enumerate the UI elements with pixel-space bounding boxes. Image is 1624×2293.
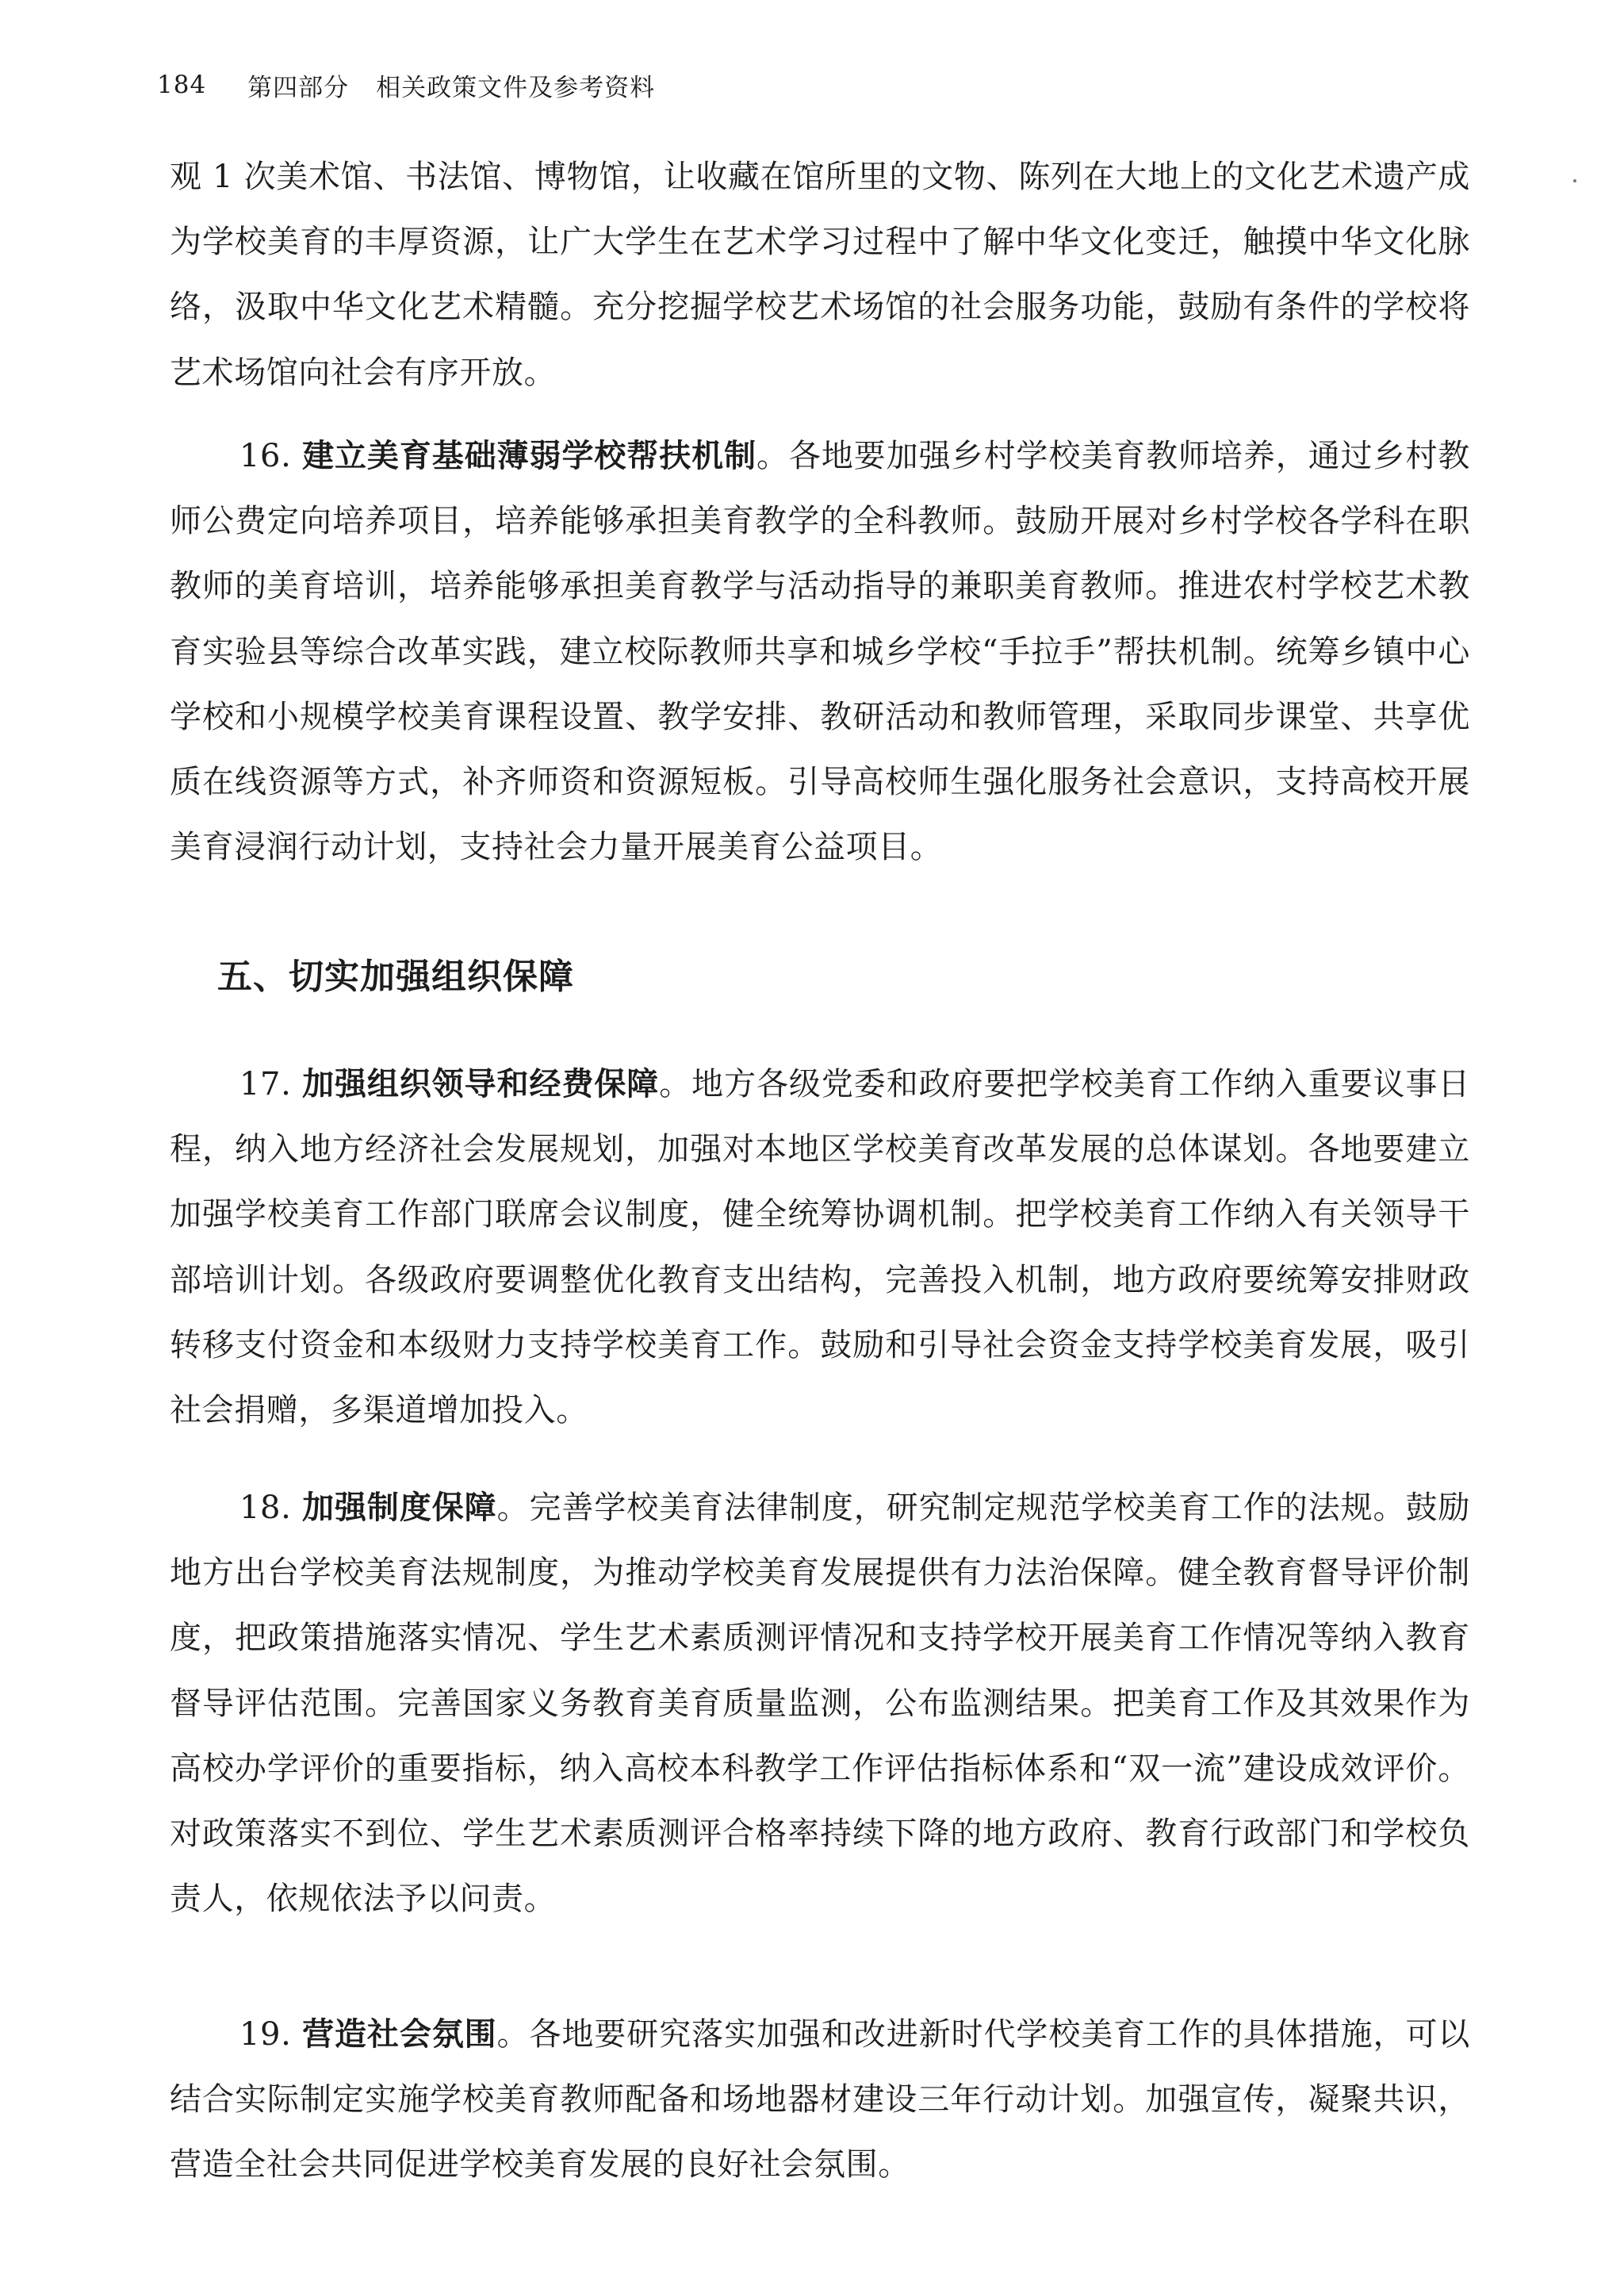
item-number: 16.	[239, 438, 303, 474]
paragraph-text: 。各地要研究落实加强和改进新时代学校美育工作的具体措施，可以结合实际制定实施学校美育教师配备和场地器材建设三年行动计划。加强宣传，凝聚共识，营造全社会共同促进学校美育发展的良好社会氛围。	[170, 2016, 1470, 2184]
paragraph-16	[170, 424, 1470, 880]
item-lead: 加强制度保障	[302, 1489, 497, 1526]
scan-speck	[1573, 179, 1576, 182]
header-part: 第四部分	[247, 73, 350, 102]
paragraph-text: 。各地要加强乡村学校美育教师培养，通过乡村教师公费定向培养项目，培养能够承担美育教学的全科教师。鼓励开展对乡村学校各学科在职教师的美育培训，培养能够承担美育教学与活动指导的兼职美育教师。推进农村学校艺术教育实验县等综合改革实践，建立校际教师共享和城乡学校“手拉手”帮扶机制。统筹乡镇中心学校和小规模学校美育课程设置、教学安排、教研活动和教师管理，采取同步课堂、共享优质在线资源等方式，补齐师资和资源短板。引导高校师生强化服务社会意识，支持高校开展美育浸润行动计划，支持社会力量开展美育公益项目。	[170, 438, 1470, 866]
running-header	[157, 65, 655, 105]
section-heading: 五、切实加强组织保障	[217, 957, 574, 997]
item-lead: 营造社会氛围	[302, 2015, 497, 2053]
item-number: 17.	[239, 1066, 303, 1102]
item-lead: 建立美育基础薄弱学校帮扶机制	[302, 437, 756, 474]
paragraph-19	[170, 2002, 1470, 2198]
header-title: 相关政策文件及参考资料	[376, 73, 656, 102]
paragraph-text: 。完善学校美育法律制度，研究制定规范学校美育工作的法规。鼓励地方出台学校美育法规制度，为推动学校美育发展提供有力法治保障。健全教育督导评价制度，把政策措施落实情况、学生艺术素质测评情况和支持学校开展美育工作情况等纳入教育督导评估范围。完善国家义务教育美育质量监测，公布监测结果。把美育工作及其效果作为高校办学评价的重要指标，纳入高校本科教学工作评估指标体系和“双一流”建设成效评价。对政策落实不到位、学生艺术素质测评合格率持续下降的地方政府、教育行政部门和学校负责人，依规依法予以问责。	[170, 1490, 1470, 1918]
item-number: 19.	[239, 2016, 303, 2053]
paragraph-text: 。地方各级党委和政府要把学校美育工作纳入重要议事日程，纳入地方经济社会发展规划，加强对本地区学校美育改革发展的总体谋划。各地要建立加强学校美育工作部门联席会议制度，健全统筹协调机制。把学校美育工作纳入有关领导干部培训计划。各级政府要调整优化教育支出结构，完善投入机制，地方政府要统筹安排财政转移支付资金和本级财力支持学校美育工作。鼓励和引导社会资金支持学校美育发展，吸引社会捐赠，多渠道增加投入。	[170, 1066, 1471, 1429]
item-number: 18.	[239, 1490, 303, 1526]
paragraph-18	[170, 1475, 1470, 1931]
page-number: 184	[157, 71, 207, 99]
item-lead: 加强组织领导和经费保障	[302, 1065, 660, 1102]
paragraph-continuation	[170, 144, 1470, 405]
paragraph-text: 观 1 次美术馆、书法馆、博物馆，让收藏在馆所里的文物、陈列在大地上的文化艺术遗产成为学校美育的丰厚资源，让广大学生在艺术学习过程中了解中华文化变迁，触摸中华文化脉络，汲取中华文化艺术精髓。充分挖掘学校艺术场馆的社会服务功能，鼓励有条件的学校将艺术场馆向社会有序开放。	[170, 159, 1470, 391]
paragraph-17	[170, 1052, 1470, 1443]
